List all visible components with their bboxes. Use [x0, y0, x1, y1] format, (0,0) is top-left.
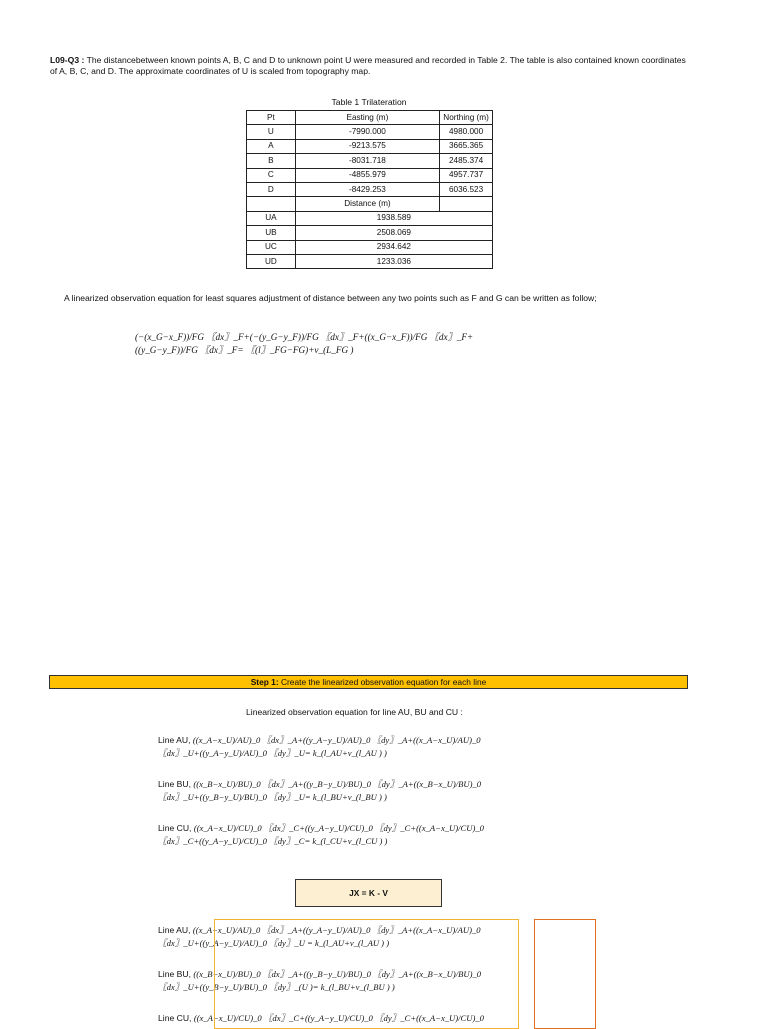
table-cell: 4957.737 — [440, 168, 493, 182]
subheading: Linearized observation equation for line AU, BU and CU : — [246, 707, 463, 717]
table-row — [247, 226, 493, 240]
header-easting: Easting (m) — [295, 111, 439, 125]
table-cell: 2485.374 — [440, 154, 493, 168]
line-label: Line CU, — [158, 823, 194, 833]
equation-part: ((x_A−x_U)/AU)_0 〖dx〗_A+((y_A−y_U)/AU)_0 〖dy〗_A+((x_A−x_U)/AU)_0 — [192, 735, 481, 745]
table-row — [247, 254, 493, 268]
problem-statement — [50, 55, 690, 77]
table-cell: UC — [247, 240, 296, 254]
equation-part: 〖dx〗_U+((y_A−y_U)/AU)_0 〖dy〗_U = k_(l_AU+v_(l_AU ) ) — [158, 938, 390, 948]
line-label: Line AU, — [158, 925, 193, 935]
equation-part: ((x_B−x_U)/BU)_0 〖dx〗_A+((y_B−y_U)/BU)_0 〖dy〗_A+((x_B−x_U)/BU)_0 — [193, 779, 482, 789]
equation-line-au — [158, 734, 481, 760]
constant-highlight-box — [534, 919, 596, 1029]
table-cell: C — [247, 168, 296, 182]
table-row — [247, 154, 493, 168]
line-label: Line BU, — [158, 969, 194, 979]
distance-header: Distance (m) — [295, 197, 439, 211]
table-cell: U — [247, 125, 296, 139]
trilateration-table — [246, 110, 493, 269]
equation-part: ((x_A−x_U)/AU)_0 〖dx〗_A+((y_A−y_U)/AU)_0 〖dy〗_A+((x_A−x_U)/AU)_0 — [192, 925, 481, 935]
table-cell: -9213.575 — [295, 139, 439, 153]
step-1-label: Step 1: — [250, 677, 279, 687]
equation-part: ((x_B−x_U)/BU)_0 〖dx〗_A+((y_B−y_U)/BU)_0 〖dy〗_A+((x_B−x_U)/BU)_0 — [193, 969, 482, 979]
equation-line-cu — [158, 822, 484, 848]
line-label: Line BU, — [158, 779, 194, 789]
equation-part: ((x_A−x_U)/CU)_0 〖dx〗_C+((y_A−y_U)/CU)_0 〖dy〗_C+((x_A−x_U)/CU)_0 — [193, 823, 484, 833]
problem-text: The distancebetween known points A, B, C and D to unknown point U were measured and recorded in Table 2. The table is also contained known coordinates of A, B, C, and D. The approximate coordinates of U is scaled from topography map. — [50, 55, 686, 76]
header-northing: Northing (m) — [440, 111, 493, 125]
step-1-text: Create the linearized observation equation for each line — [278, 677, 487, 687]
distance-header-row — [247, 197, 493, 211]
general-equation-line-1: (−(x_G−x_F))/FG 〖dx〗_F+(−(y_G−y_F))/FG 〖dx〗_F+((x_G−x_F))/FG 〖dx〗_F+ — [135, 332, 474, 342]
table-row — [247, 125, 493, 139]
table-cell: UA — [247, 211, 296, 225]
table-cell: A — [247, 139, 296, 153]
table-cell: D — [247, 182, 296, 196]
table-row — [247, 211, 493, 225]
equation-part: 〖dx〗_U+((y_A−y_U)/AU)_0 〖dy〗_U= k_(l_AU+v_(l_AU ) ) — [158, 748, 387, 758]
equation-part: ((x_A−x_U)/CU)_0 〖dx〗_C+((y_A−y_U)/CU)_0 〖dy〗_C+((x_A−x_U)/CU)_0 — [193, 1013, 484, 1023]
matrix-equation-box: JX = K - V — [295, 879, 442, 907]
table-cell: -7990.000 — [295, 125, 439, 139]
table-cell: 1233.036 — [295, 254, 492, 268]
table-cell: B — [247, 154, 296, 168]
table-row — [247, 182, 493, 196]
table-caption: Table 1 Trilateration — [331, 97, 407, 107]
table-row — [247, 139, 493, 153]
jacobian-highlight-box — [214, 919, 519, 1029]
table-header-row — [247, 111, 493, 125]
table-cell: 4980.000 — [440, 125, 493, 139]
table-cell: UD — [247, 254, 296, 268]
problem-label: L09-Q3 : — [50, 55, 85, 65]
line-label: Line AU, — [158, 735, 193, 745]
general-equation-line-2: ((y_G−y_F))/FG 〖dx〗_F= 〖(l〗_FG−FG)+v_(L_FG ) — [135, 345, 354, 355]
table-cell: 6036.523 — [440, 182, 493, 196]
equation-part: 〖dx〗_U+((y_B−y_U)/BU)_0 〖dy〗_(U )= k_(l_BU+v_(l_BU ) ) — [158, 982, 395, 992]
table-cell: UB — [247, 226, 296, 240]
table-cell: -8429.253 — [295, 182, 439, 196]
header-pt: Pt — [247, 111, 296, 125]
table-cell: 2508.069 — [295, 226, 492, 240]
table-cell: 1938.589 — [295, 211, 492, 225]
equation-part: 〖dx〗_C+((y_A−y_U)/CU)_0 〖dy〗_C= k_(l_CU+v_(l_CU ) ) — [158, 836, 388, 846]
step-1-banner — [49, 675, 688, 689]
table-cell: 2934.642 — [295, 240, 492, 254]
general-equation — [135, 331, 473, 357]
line-label: Line CU, — [158, 1013, 194, 1023]
table-cell: 3665.365 — [440, 139, 493, 153]
equation-part: 〖dx〗_U+((y_B−y_U)/BU)_0 〖dy〗_U= k_(l_BU+v_(l_BU ) ) — [158, 792, 387, 802]
table-cell: -8031.718 — [295, 154, 439, 168]
table-row — [247, 168, 493, 182]
table-cell: -4855.979 — [295, 168, 439, 182]
equation-line-bu — [158, 778, 481, 804]
table-row — [247, 240, 493, 254]
linearized-description: A linearized observation equation for least squares adjustment of distance between any two points such as F and G can be written as follow; — [64, 293, 597, 303]
